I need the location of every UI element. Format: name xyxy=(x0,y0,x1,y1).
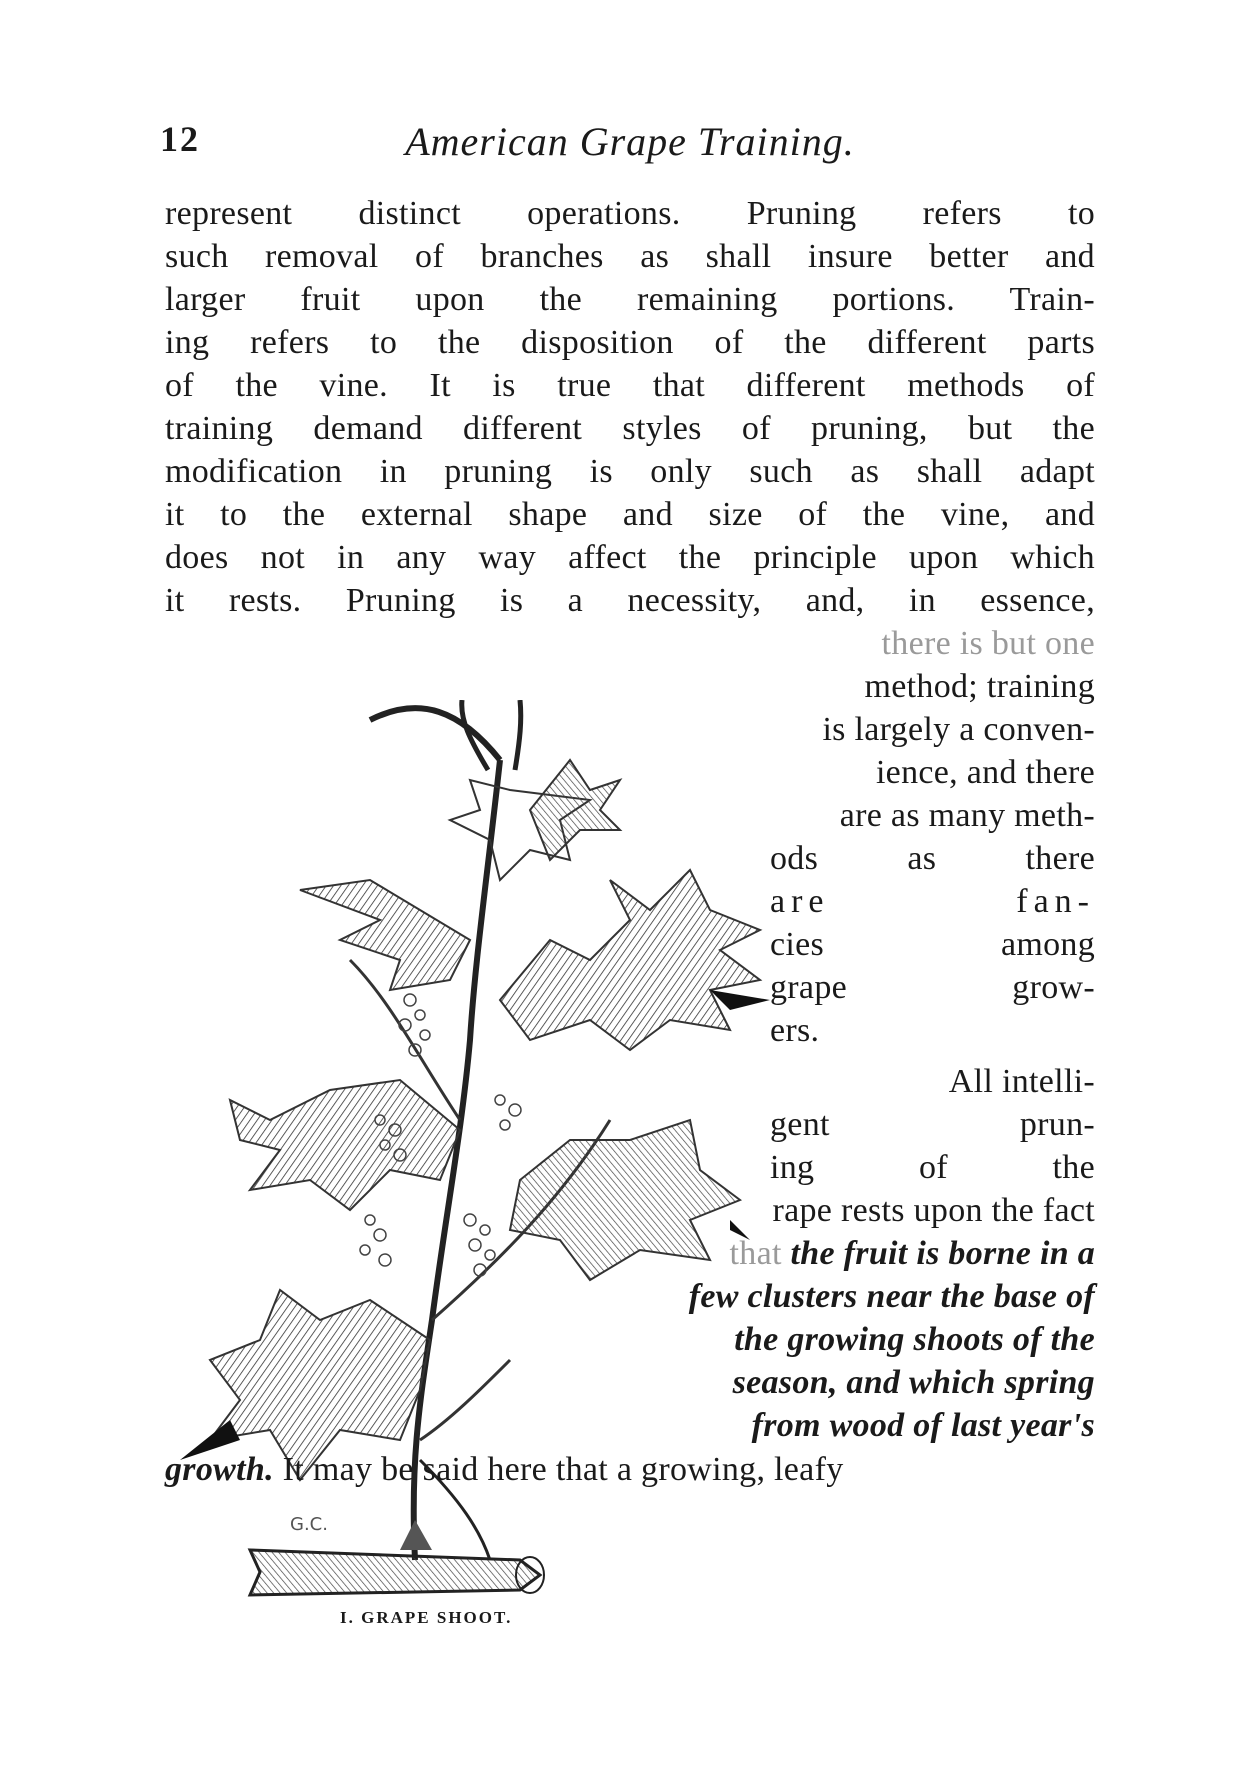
text-line: ience, and there xyxy=(875,754,1095,791)
text-line: the growing shoots of the xyxy=(734,1321,1095,1358)
text-line: cies among xyxy=(770,926,1095,963)
text-line: such removal of branches as shall insure better and xyxy=(165,238,1095,275)
text-line-part: that xyxy=(729,1235,791,1272)
text-line: does not in any way affect the principle upon which xyxy=(165,539,1095,576)
text-line-part: there is but one xyxy=(881,625,1095,662)
figure-caption: I. GRAPE SHOOT. xyxy=(340,1608,513,1627)
text-line: All intelli- xyxy=(948,1063,1095,1100)
text-line: ing refers to the disposition of the different parts xyxy=(165,324,1095,361)
artist-signature: G.C. xyxy=(290,1514,328,1535)
page-number: 12 xyxy=(160,119,200,159)
text-line: it to the external shape and size of the vine, and xyxy=(165,496,1095,533)
text-line: method; training xyxy=(864,668,1095,705)
text-line: ods as there xyxy=(770,840,1095,877)
text-line: from wood of last year's xyxy=(751,1407,1095,1444)
text-line: represent distinct operations. Pruning refers to xyxy=(165,195,1095,232)
text-line: ers. xyxy=(770,1012,820,1049)
text-line-emphasis: the fruit is borne in a xyxy=(790,1235,1095,1272)
text-line: are as many meth- xyxy=(839,797,1095,834)
text-line: rape rests upon the fact xyxy=(772,1192,1095,1229)
text-line: ing of the xyxy=(770,1149,1095,1186)
page-header xyxy=(160,118,1100,178)
text-line: few clusters near the base of xyxy=(688,1278,1095,1315)
text-line: gent prun- xyxy=(770,1106,1095,1143)
text-line: season, and which spring xyxy=(732,1364,1095,1401)
text-line: training demand different styles of pruning, but the xyxy=(165,410,1095,447)
text-line-emphasis: growth. xyxy=(165,1451,274,1488)
text-line: of the vine. It is true that different methods of xyxy=(165,367,1095,404)
text-line: are fan- xyxy=(770,883,1095,920)
text-line xyxy=(540,1230,1095,1278)
text-line-part: It may be said here that a growing, leafy xyxy=(273,1451,844,1488)
text-line: grape grow- xyxy=(770,969,1095,1006)
text-line xyxy=(660,620,1095,668)
text-line xyxy=(165,1446,1095,1494)
text-line: larger fruit upon the remaining portions. Train- xyxy=(165,281,1095,318)
text-line: is largely a conven- xyxy=(822,711,1095,748)
running-title: American Grape Training. xyxy=(405,119,855,164)
text-line: modification in pruning is only such as shall adapt xyxy=(165,453,1095,490)
text-line: it rests. Pruning is a necessity, and, in essence, xyxy=(165,582,1095,619)
